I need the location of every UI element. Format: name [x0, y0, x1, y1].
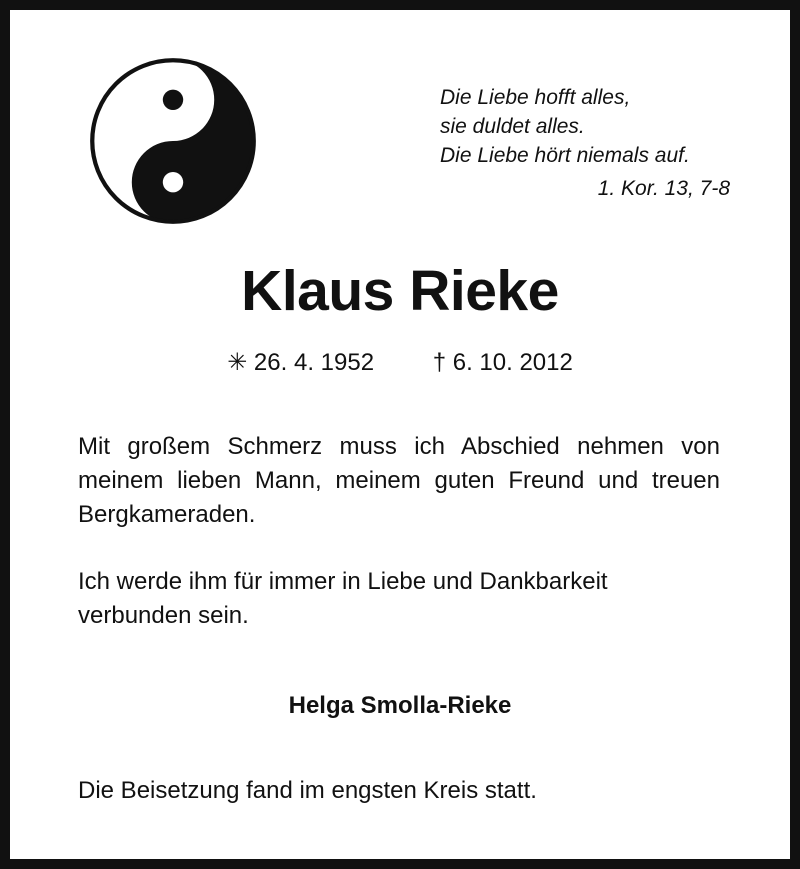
- life-dates: [10, 348, 790, 378]
- deceased-name: Klaus Rieke: [241, 259, 559, 323]
- quote-source: 1. Kor. 13, 7-8: [597, 177, 730, 200]
- yin-yang-icon: [88, 54, 258, 228]
- bible-quote: [440, 83, 740, 203]
- quote-line: Die Liebe hört niemals auf.: [440, 144, 690, 167]
- gratitude-paragraph: Ich werde ihm für immer in Liebe und Dankbarkeit verbunden sein.: [78, 568, 608, 629]
- death-date: † 6. 10. 2012: [432, 349, 573, 376]
- signer-name: Helga Smolla-Rieke: [288, 692, 512, 719]
- quote-line: Die Liebe hofft alles,: [440, 86, 631, 109]
- birth-date: ✳ 26. 4. 1952: [227, 349, 375, 376]
- burial-note: Die Beisetzung fand im engsten Kreis statt.: [78, 777, 537, 804]
- quote-line: sie duldet alles.: [440, 115, 585, 138]
- condolence-paragraph: Mit großem Schmerz muss ich Abschied nehmen von meinem lieben Mann, meinem guten Freund und treuen Bergkameraden.: [78, 433, 720, 528]
